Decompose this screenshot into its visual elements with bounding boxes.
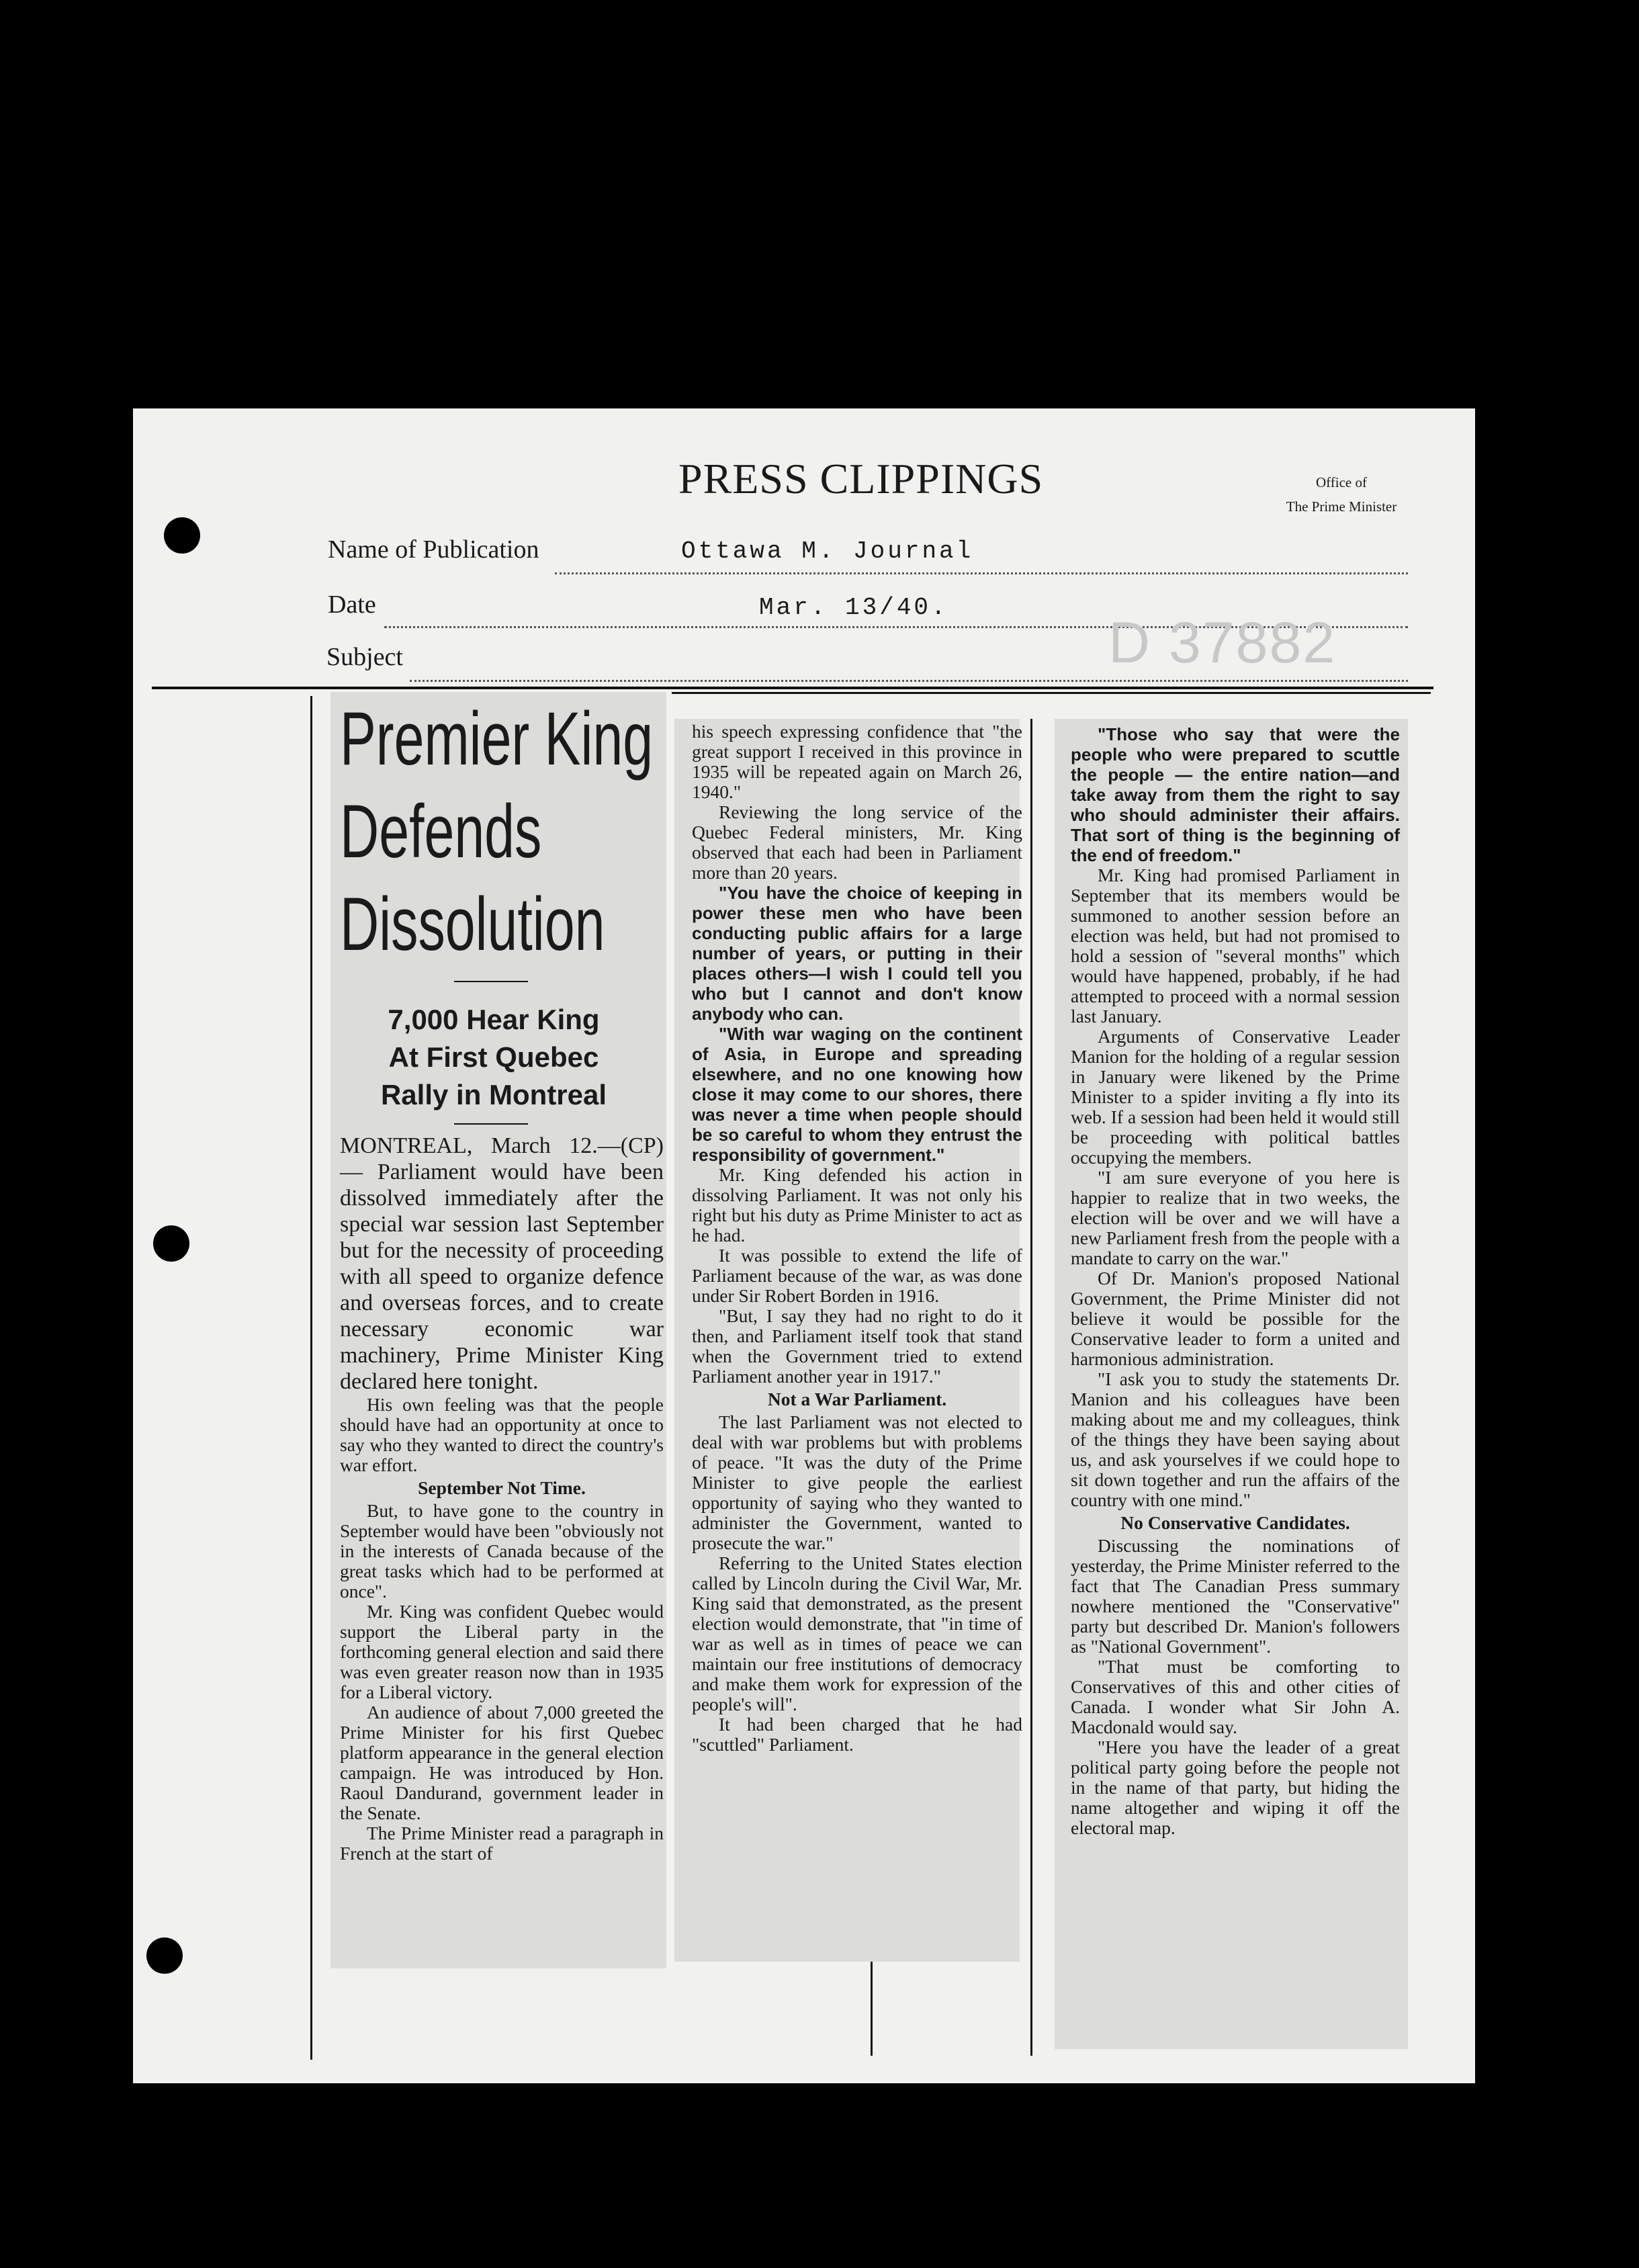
article-paragraph: Mr. King had promised Parliament in September that its members would be summoned to another session before an election was held, but had not promised to hold a session of "several months" which would have happened, probably, if he had attempted to proceed with a normal session last January.: [1071, 865, 1400, 1027]
section-heading: September Not Time.: [418, 1477, 586, 1498]
article-paragraph: "But, I say they had no right to do it then, and Parliament itself took that stand when the Government tried to extend Parliament another year in 1917.": [692, 1305, 1022, 1387]
date-label: Date: [328, 591, 376, 619]
article-paragraph: The last Parliament was not elected to deal with war problems but with problems of peace. "It was the duty of the Prime Minister to give people the earliest opportunity of saying who they wanted to administer the Government, wanted to prosecute the war.": [692, 1411, 1022, 1553]
section-heading: Not a War Parliament.: [767, 1389, 947, 1409]
article-paragraph: "Here you have the leader of a great political party going before the people not in the name of that party, but hiding the name altogether and wiping it off the electoral map.: [1071, 1737, 1400, 1838]
date-value: Mar. 13/40.: [759, 594, 948, 621]
publication-value: Ottawa M. Journal: [681, 537, 974, 565]
punch-hole: [146, 1937, 183, 1974]
article-paragraph: "I ask you to study the statements Dr. Manion and his colleagues have been making about me and my colleagues, think of the things they have been saying about us, and ask yourselves if we could hope to sit down together and run the affairs of the country with one mind.": [1071, 1368, 1400, 1510]
punch-hole: [153, 1225, 189, 1262]
article-paragraph: Reviewing the long service of the Quebec Federal ministers, Mr. King observed that each had been in Parliament more than 20 years.: [692, 801, 1022, 883]
article-paragraph: The Prime Minister read a paragraph in French at the start of: [340, 1823, 664, 1864]
article-paragraph: But, to have gone to the country in September would have been "obviously not in the interests of Canada because of the great tasks which had to be performed at once".: [340, 1500, 664, 1602]
article-paragraph: "That must be comforting to Conservatives of this and other cities of Canada. I wonder what Sir John A. Macdonald would say.: [1071, 1656, 1400, 1737]
headline-line: Defends: [340, 789, 542, 873]
article-paragraph: Arguments of Conservative Leader Manion for the holding of a regular session in January were likened by the Prime Minister to a spider inviting a fly into its web. If a session had been held it would still be proceeding with political battles occupying the members.: [1071, 1026, 1400, 1168]
top-rule: [152, 687, 1433, 689]
subject-label: Subject: [326, 643, 403, 671]
article-column-3: [1071, 724, 1400, 1838]
article-paragraph: MONTREAL, March 12.—(CP) — Parliament would have been dissolved immediately after the special war session last September but for the necessity of proceeding with all speed to organize defence and overseas forces, and to create necessary economic war machinery, Prime Minister King declared here tonight.: [340, 1133, 664, 1394]
article-paragraph: Mr. King was confident Quebec would support the Liberal party in the forthcoming general election and said there was even greater reason now than in 1935 for a Liberal victory.: [340, 1601, 664, 1702]
article-paragraph: His own feeling was that the people should have had an opportunity at once to say who they wanted to direct the country's war effort.: [340, 1394, 664, 1475]
article-column-2: [692, 722, 1022, 1755]
article-paragraph: "You have the choice of keeping in power these men who have been conducting public affairs for a large number of years, or putting in their places others—I wish I could tell you who but I cannot and don't know anybody who can.: [692, 883, 1022, 1024]
article-paragraph: An audience of about 7,000 greeted the Prime Minister for his first Quebec platform appearance in the general election campaign. He was introduced by Hon. Raoul Dandurand, government leader in the Senate.: [340, 1702, 664, 1823]
page-title: PRESS CLIPPINGS: [678, 455, 1044, 503]
publication-line: [555, 572, 1408, 574]
column-rule: [871, 1948, 873, 2056]
column-rule: [1030, 719, 1032, 2056]
divider: [454, 981, 528, 982]
headline-line: Dissolution: [340, 882, 605, 966]
subheadline: 7,000 Hear King At First Quebec Rally in Montreal: [380, 1004, 607, 1110]
punch-hole: [164, 517, 200, 554]
article-paragraph: It was possible to extend the life of Parliament because of the war, as was done under Sir Robert Borden in 1916.: [692, 1245, 1022, 1306]
section-heading: No Conservative Candidates.: [1120, 1512, 1350, 1533]
article-paragraph: Of Dr. Manion's proposed National Government, the Prime Minister did not believe it would be possible for the Conservative leader to form a united and harmonious administration.: [1071, 1268, 1400, 1369]
headline-line: Premier King: [340, 697, 654, 781]
office-label: Office of The Prime Minister: [1286, 474, 1397, 515]
article-paragraph: Discussing the nominations of yesterday, the Prime Minister referred to the fact that The Canadian Press summary nowhere mentioned the "Conservative" party but described Dr. Manion's followers as "National Government".: [1071, 1535, 1400, 1657]
divider: [454, 1123, 528, 1125]
article-paragraph: Referring to the United States election called by Lincoln during the Civil War, Mr. King said that demonstrated, as the present election would demonstrate, that "in time of war as well as in times of peace we can maintain our free institutions of democracy and make them work for expression of the people's will".: [692, 1553, 1022, 1714]
subject-line: [410, 680, 1408, 682]
stamp-number: D 37882: [1108, 611, 1337, 675]
article-column-1: [340, 1133, 664, 1864]
article-paragraph: It had been charged that he had "scuttled" Parliament.: [692, 1714, 1022, 1755]
article-paragraph: his speech expressing confidence that "the great support I received in this province in 1935 will be repeated again on March 26, 1940.": [692, 721, 1022, 802]
article-paragraph: "With war waging on the continent of Asia, in Europe and spreading elsewhere, and no one knowing how close it may come to our shores, there was never a time when people should be so careful to whom they entrust the responsibility of government.": [692, 1024, 1022, 1165]
column-rule: [310, 696, 312, 2060]
article-paragraph: "Those who say that were the people who were prepared to scuttle the people — the entire nation—and take away from them the right to say who should administer their affairs. That sort of thing is the beginning of the end of freedom.": [1071, 724, 1400, 865]
publication-label: Name of Publication: [328, 535, 539, 564]
top-rule-2: [672, 692, 1431, 694]
article-paragraph: Mr. King defended his action in dissolving Parliament. It was not only his right but his duty as Prime Minister to act as he had.: [692, 1164, 1022, 1246]
article-paragraph: "I am sure everyone of you here is happier to realize that in two weeks, the election will be over and we will have a new Parliament fresh from the people with a mandate to carry on the war.": [1071, 1167, 1400, 1268]
